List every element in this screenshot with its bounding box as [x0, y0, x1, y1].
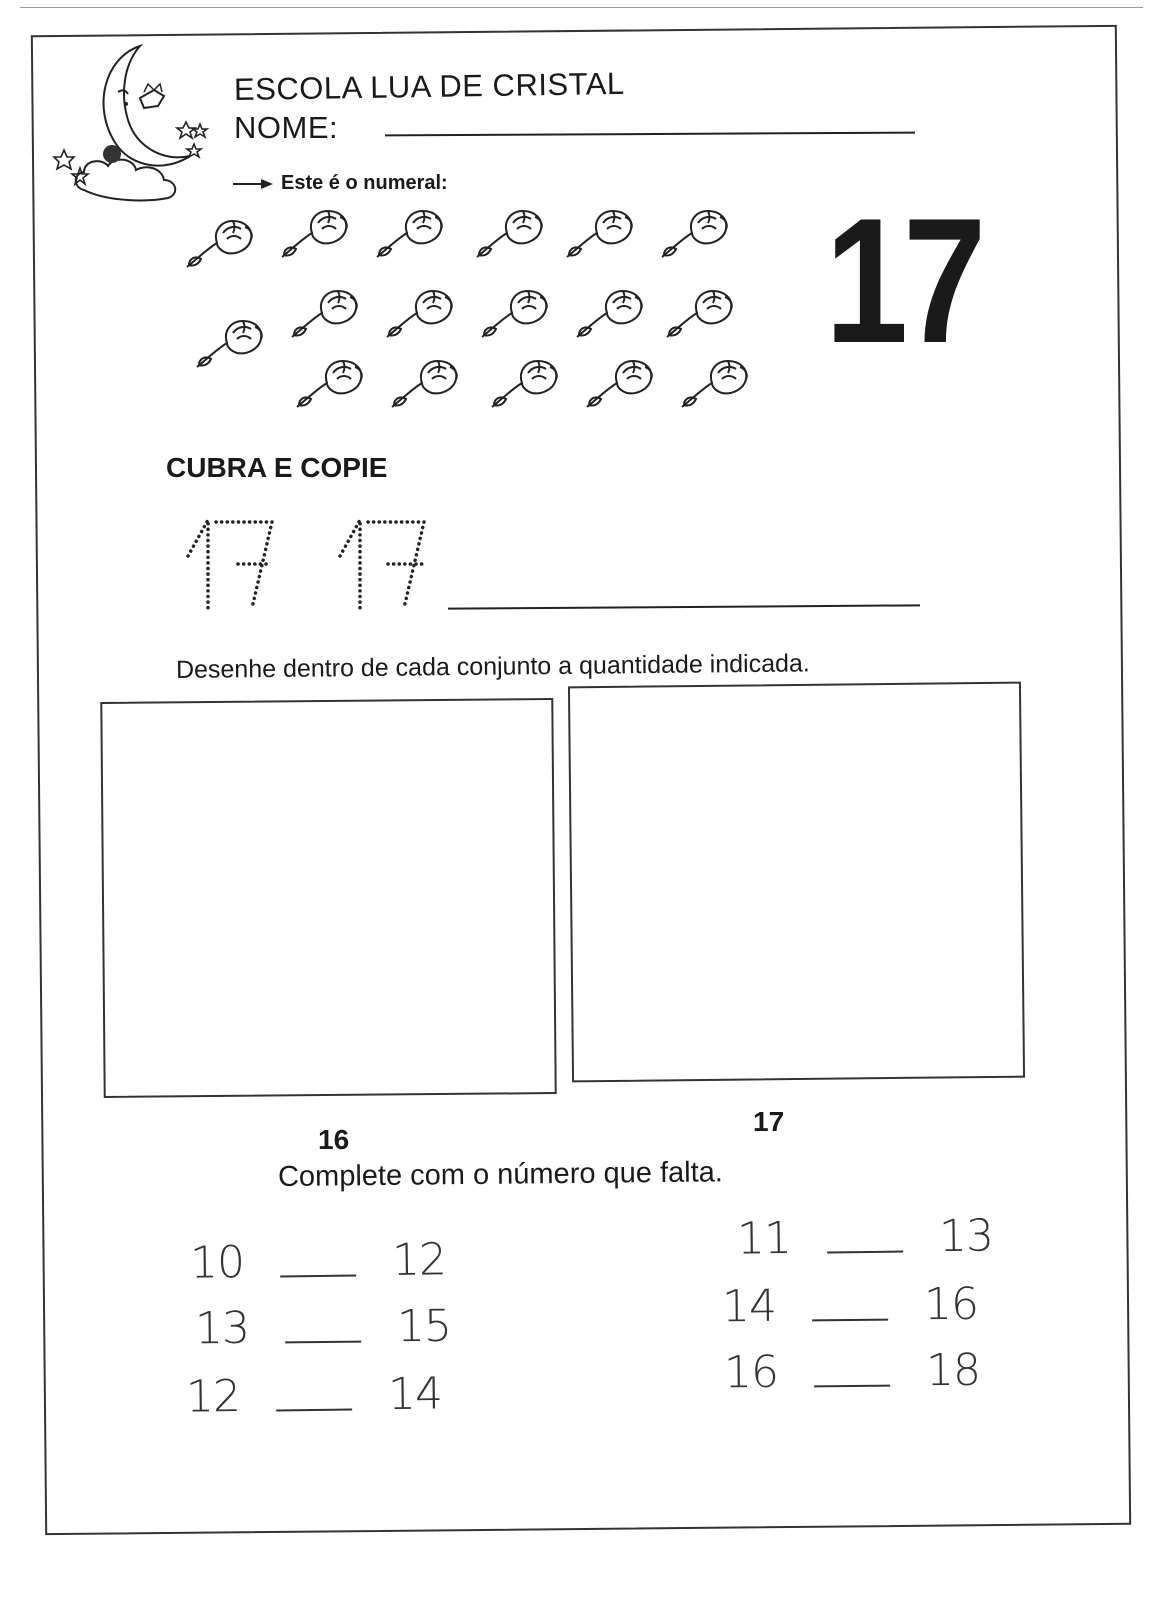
- sequence-last: 12: [391, 1234, 447, 1286]
- missing-number-blank[interactable]: [285, 1341, 361, 1344]
- rose-icon: [482, 291, 547, 337]
- sequence-row: [737, 1210, 994, 1264]
- school-name: ESCOLA LUA DE CRISTAL: [233, 65, 625, 107]
- copy-section-title: CUBRA E COPIE: [166, 452, 388, 483]
- drawing-set-box[interactable]: [568, 682, 1025, 1083]
- sequence-row: [724, 1345, 981, 1399]
- traced-numeral[interactable]: [182, 516, 452, 616]
- rose-icon: [577, 291, 642, 337]
- rose-icon: [477, 211, 542, 257]
- rose-icon: [282, 211, 347, 257]
- rose-icon: [292, 291, 357, 337]
- numeral-label: Este é o numeral:: [281, 172, 448, 194]
- sequence-first: 10: [189, 1237, 245, 1289]
- missing-number-blank[interactable]: [812, 1319, 888, 1322]
- flower-group: [175, 195, 775, 425]
- sequence-first: 14: [721, 1280, 777, 1333]
- rose-icon: [197, 321, 262, 367]
- scan-edge: [20, 7, 1143, 8]
- sequence-row: [190, 1234, 447, 1289]
- rose-icon: [387, 291, 452, 337]
- rose-icon: [587, 361, 652, 407]
- sequence-last: 18: [925, 1344, 981, 1397]
- sequence-last: 14: [387, 1368, 443, 1421]
- sequence-last: 15: [396, 1300, 452, 1353]
- rose-icon: [662, 211, 727, 257]
- missing-number-blank[interactable]: [814, 1385, 890, 1388]
- sequence-row: [195, 1301, 452, 1355]
- sequence-first: 11: [736, 1212, 792, 1265]
- rose-icon: [492, 361, 557, 407]
- sequence-row: [186, 1368, 443, 1422]
- big-numeral: 17: [825, 181, 982, 380]
- sequence-last: 16: [923, 1278, 979, 1331]
- missing-number-instruction: Complete com o número que falta.: [277, 1156, 724, 1193]
- sequence-first: 12: [185, 1370, 241, 1423]
- numeral-label-row: [233, 172, 448, 195]
- drawing-set-box[interactable]: [100, 698, 556, 1098]
- name-label: NOME:: [234, 110, 339, 145]
- rose-icon: [567, 211, 632, 257]
- rose-icon: [682, 361, 747, 407]
- star-icon: [54, 122, 207, 184]
- missing-number-blank[interactable]: [276, 1409, 352, 1412]
- arrow-right-icon: [233, 179, 273, 189]
- sequence-first: 13: [194, 1302, 250, 1355]
- moon-on-cloud-icon: [44, 40, 214, 210]
- set-quantity: 17: [753, 1106, 785, 1137]
- rose-icon: [187, 221, 252, 267]
- missing-number-blank[interactable]: [280, 1274, 356, 1277]
- missing-number-blank[interactable]: [827, 1251, 903, 1254]
- set-quantity: 16: [318, 1124, 350, 1155]
- sequence-first: 16: [723, 1346, 779, 1399]
- rose-icon: [392, 361, 457, 407]
- rose-icon: [667, 291, 732, 337]
- draw-instruction: Desenhe dentro de cada conjunto a quantidade indicada.: [175, 649, 810, 684]
- rose-icon: [297, 361, 362, 407]
- sequence-row: [722, 1279, 979, 1333]
- rose-icon: [377, 211, 442, 257]
- sequence-last: 13: [938, 1210, 994, 1263]
